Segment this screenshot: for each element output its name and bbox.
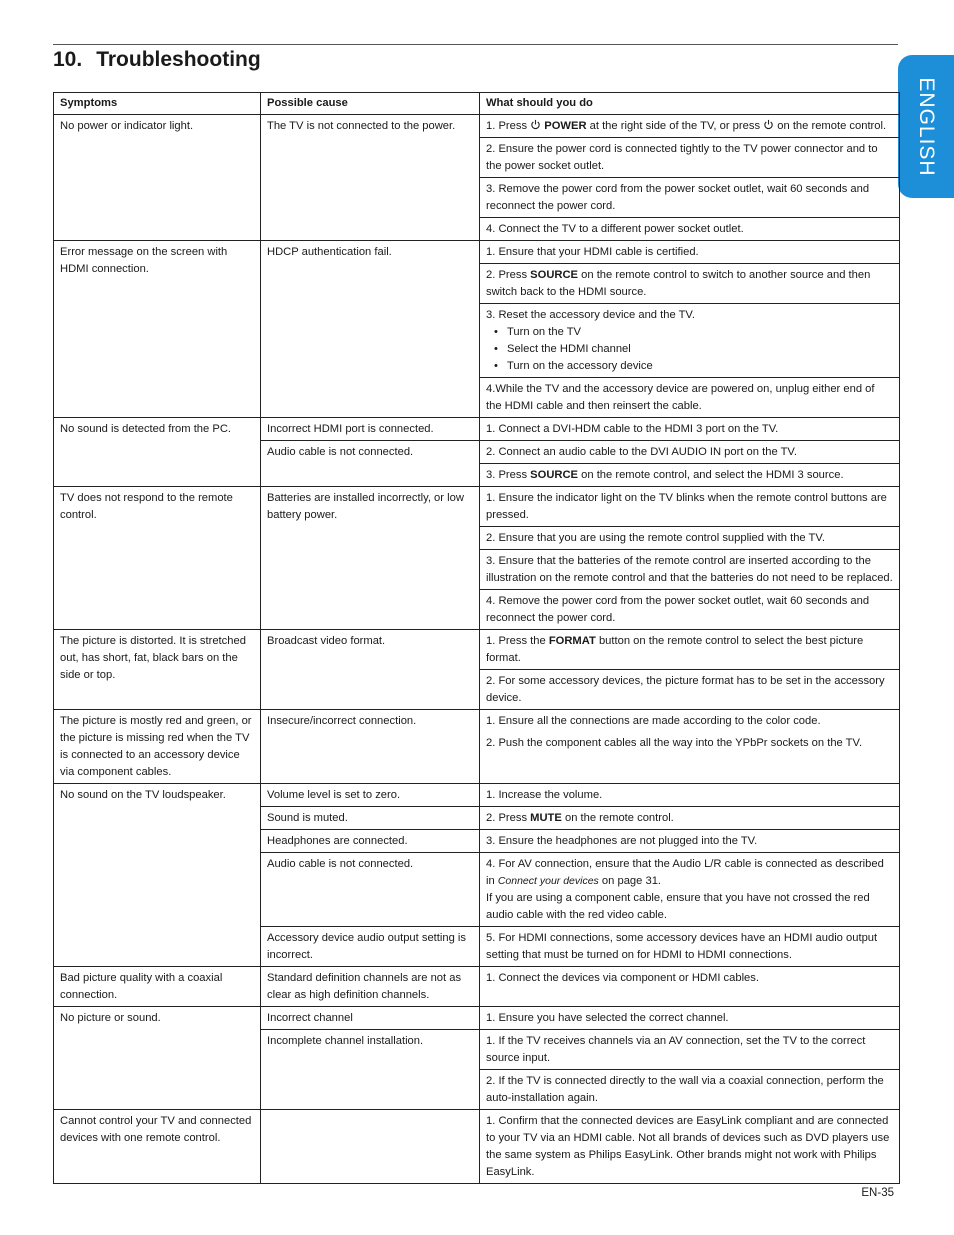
symptom-cell: No power or indicator light. bbox=[54, 115, 261, 241]
action-cell: 1. Connect a DVI-HDM cable to the HDMI 3 port on the TV. bbox=[480, 418, 900, 441]
action-cell: 1. Increase the volume. bbox=[480, 784, 900, 807]
action-cell: 1. Ensure you have selected the correct channel. bbox=[480, 1007, 900, 1030]
action-text: 1. Press bbox=[486, 120, 531, 132]
action-cell: 1. If the TV receives channels via an AV connection, set the TV to the correct source input. bbox=[480, 1030, 900, 1070]
troubleshooting-table bbox=[53, 92, 900, 1184]
symptom-cell: TV does not respond to the remote control. bbox=[54, 487, 261, 630]
cause-cell: Accessory device audio output setting is incorrect. bbox=[261, 927, 480, 967]
action-text: 2. Push the component cables all the way into the YPbPr sockets on the TV. bbox=[486, 737, 863, 749]
action-text: on the remote control to switch to another source and then switch back to the HDMI source. bbox=[486, 269, 871, 298]
cause-cell: Incorrect HDMI port is connected. bbox=[261, 418, 480, 441]
cause-cell: Broadcast video format. bbox=[261, 630, 480, 710]
action-cell: 1. Connect the devices via component or HDMI cables. bbox=[480, 967, 900, 1007]
page-title bbox=[53, 48, 261, 72]
action-text: 2. Press bbox=[486, 269, 531, 281]
action-text: on the remote control. bbox=[774, 120, 887, 132]
action-text: on page 31. bbox=[598, 875, 662, 887]
action-keyword: POWER bbox=[544, 120, 587, 132]
action-text: 3. Press bbox=[486, 469, 531, 481]
action-cell: 2. If the TV is connected directly to the wall via a coaxial connection, perform the auto-installation again. bbox=[480, 1070, 900, 1110]
header-symptoms: Symptoms bbox=[54, 93, 261, 115]
cause-cell: Standard definition channels are not as clear as high definition channels. bbox=[261, 967, 480, 1007]
action-cell bbox=[480, 264, 900, 304]
action-cell bbox=[480, 853, 900, 927]
action-text: 3. Reset the accessory device and the TV. bbox=[486, 309, 695, 321]
cause-cell: Audio cable is not connected. bbox=[261, 441, 480, 487]
action-cell bbox=[480, 464, 900, 487]
header-action: What should you do bbox=[480, 93, 900, 115]
action-text: 4. For AV connection, ensure that the Audio L/R cable is connected as described in bbox=[486, 858, 884, 887]
section-number: 10. bbox=[53, 48, 83, 71]
action-cell: 4.While the TV and the accessory device are powered on, unplug either end of the HDMI cable and then reinsert the cable. bbox=[480, 378, 900, 418]
action-text: at the right side of the TV, or press bbox=[586, 120, 764, 132]
cause-cell bbox=[261, 1110, 480, 1184]
symptom-cell: No sound is detected from the PC. bbox=[54, 418, 261, 487]
action-cell: 1. Ensure the indicator light on the TV blinks when the remote control buttons are pressed. bbox=[480, 487, 900, 527]
action-text: 1. Ensure all the connections are made according to the color code. bbox=[486, 715, 821, 727]
list-item: • Select the HDMI channel bbox=[494, 341, 893, 358]
symptom-cell: The picture is mostly red and green, or the picture is missing red when the TV is connected to an accessory device via component cables. bbox=[54, 710, 261, 784]
table-header-row bbox=[54, 93, 900, 115]
action-text bbox=[486, 856, 893, 890]
action-cell: 3. Remove the power cord from the power socket outlet, wait 60 seconds and reconnect the power cord. bbox=[480, 178, 900, 218]
cause-cell: HDCP authentication fail. bbox=[261, 241, 480, 418]
table-row bbox=[54, 115, 900, 138]
action-text: on the remote control. bbox=[561, 812, 674, 824]
page-number: EN-35 bbox=[861, 1187, 894, 1199]
cause-cell: Incomplete channel installation. bbox=[261, 1030, 480, 1110]
power-icon bbox=[530, 119, 541, 130]
action-text: on the remote control, and select the HDMI 3 source. bbox=[578, 469, 844, 481]
action-cell: 2. Connect an audio cable to the DVI AUDIO IN port on the TV. bbox=[480, 441, 900, 464]
table-row bbox=[54, 630, 900, 670]
cause-cell: The TV is not connected to the power. bbox=[261, 115, 480, 241]
action-text: 2. Press bbox=[486, 812, 531, 824]
action-cell: 1. Confirm that the connected devices are EasyLink compliant and are connected to your TV via an HDMI cable. Not all brands of devices such as DVD players use the same system as Philips EasyLink. Other brands might not work with Philips EasyLink. bbox=[480, 1110, 900, 1184]
top-rule bbox=[53, 44, 898, 45]
symptom-cell: Cannot control your TV and connected devices with one remote control. bbox=[54, 1110, 261, 1184]
action-text: If you are using a component cable, ensure that you have not crossed the red audio cable with the red video cable. bbox=[486, 892, 870, 921]
action-cell: 3. Ensure the headphones are not plugged into the TV. bbox=[480, 830, 900, 853]
language-tab bbox=[898, 55, 954, 198]
table-row bbox=[54, 241, 900, 264]
cause-cell: Audio cable is not connected. bbox=[261, 853, 480, 927]
symptom-cell: No sound on the TV loudspeaker. bbox=[54, 784, 261, 967]
table-row bbox=[54, 710, 900, 784]
action-keyword: SOURCE bbox=[530, 469, 579, 481]
action-cell: 4. Remove the power cord from the power socket outlet, wait 60 seconds and reconnect the power cord. bbox=[480, 590, 900, 630]
header-cause: Possible cause bbox=[261, 93, 480, 115]
symptom-cell: Error message on the screen with HDMI connection. bbox=[54, 241, 261, 418]
action-cell: 3. Ensure that the batteries of the remote control are inserted according to the illustration on the remote control and that the batteries do not need to be replaced. bbox=[480, 550, 900, 590]
symptom-cell: Bad picture quality with a coaxial connection. bbox=[54, 967, 261, 1007]
table-row bbox=[54, 487, 900, 527]
action-text: 1. Press the bbox=[486, 635, 549, 647]
action-cell: 2. Ensure that you are using the remote control supplied with the TV. bbox=[480, 527, 900, 550]
section-title: Troubleshooting bbox=[96, 48, 261, 71]
action-cell: 5. For HDMI connections, some accessory devices have an HDMI audio output setting that must be turned on for HDMI to HDMI connections. bbox=[480, 927, 900, 967]
cause-cell: Incorrect channel bbox=[261, 1007, 480, 1030]
cause-cell: Volume level is set to zero. bbox=[261, 784, 480, 807]
action-cell bbox=[480, 710, 900, 784]
language-tab-label: ENGLISH bbox=[915, 76, 938, 177]
action-keyword: SOURCE bbox=[530, 269, 579, 281]
action-cell bbox=[480, 630, 900, 670]
cause-cell: Insecure/incorrect connection. bbox=[261, 710, 480, 784]
table-row bbox=[54, 784, 900, 807]
action-cell: 2. For some accessory devices, the picture format has to be set in the accessory device. bbox=[480, 670, 900, 710]
action-cell bbox=[480, 807, 900, 830]
symptom-cell: The picture is distorted. It is stretched out, has short, fat, black bars on the side or top. bbox=[54, 630, 261, 710]
table-row bbox=[54, 1007, 900, 1030]
action-cell: 2. Ensure the power cord is connected tightly to the TV power connector and to the power socket outlet. bbox=[480, 138, 900, 178]
cause-cell: Sound is muted. bbox=[261, 807, 480, 830]
action-cell bbox=[480, 115, 900, 138]
table-row bbox=[54, 967, 900, 1007]
action-cell bbox=[480, 304, 900, 378]
cause-cell: Headphones are connected. bbox=[261, 830, 480, 853]
bullet-list bbox=[486, 324, 893, 375]
cause-cell: Batteries are installed incorrectly, or low battery power. bbox=[261, 487, 480, 630]
action-keyword: FORMAT bbox=[548, 635, 596, 647]
symptom-cell: No picture or sound. bbox=[54, 1007, 261, 1110]
action-cell: 4. Connect the TV to a different power socket outlet. bbox=[480, 218, 900, 241]
power-icon bbox=[763, 119, 774, 130]
action-keyword: MUTE bbox=[530, 812, 562, 824]
action-text: button on the remote control to select the best picture format. bbox=[486, 635, 864, 664]
action-cell: 1. Ensure that your HDMI cable is certified. bbox=[480, 241, 900, 264]
table-row bbox=[54, 1110, 900, 1184]
table-row bbox=[54, 418, 900, 441]
cross-reference: Connect your devices bbox=[497, 875, 599, 887]
list-item: • Turn on the accessory device bbox=[494, 358, 893, 375]
list-item: • Turn on the TV bbox=[494, 324, 893, 341]
